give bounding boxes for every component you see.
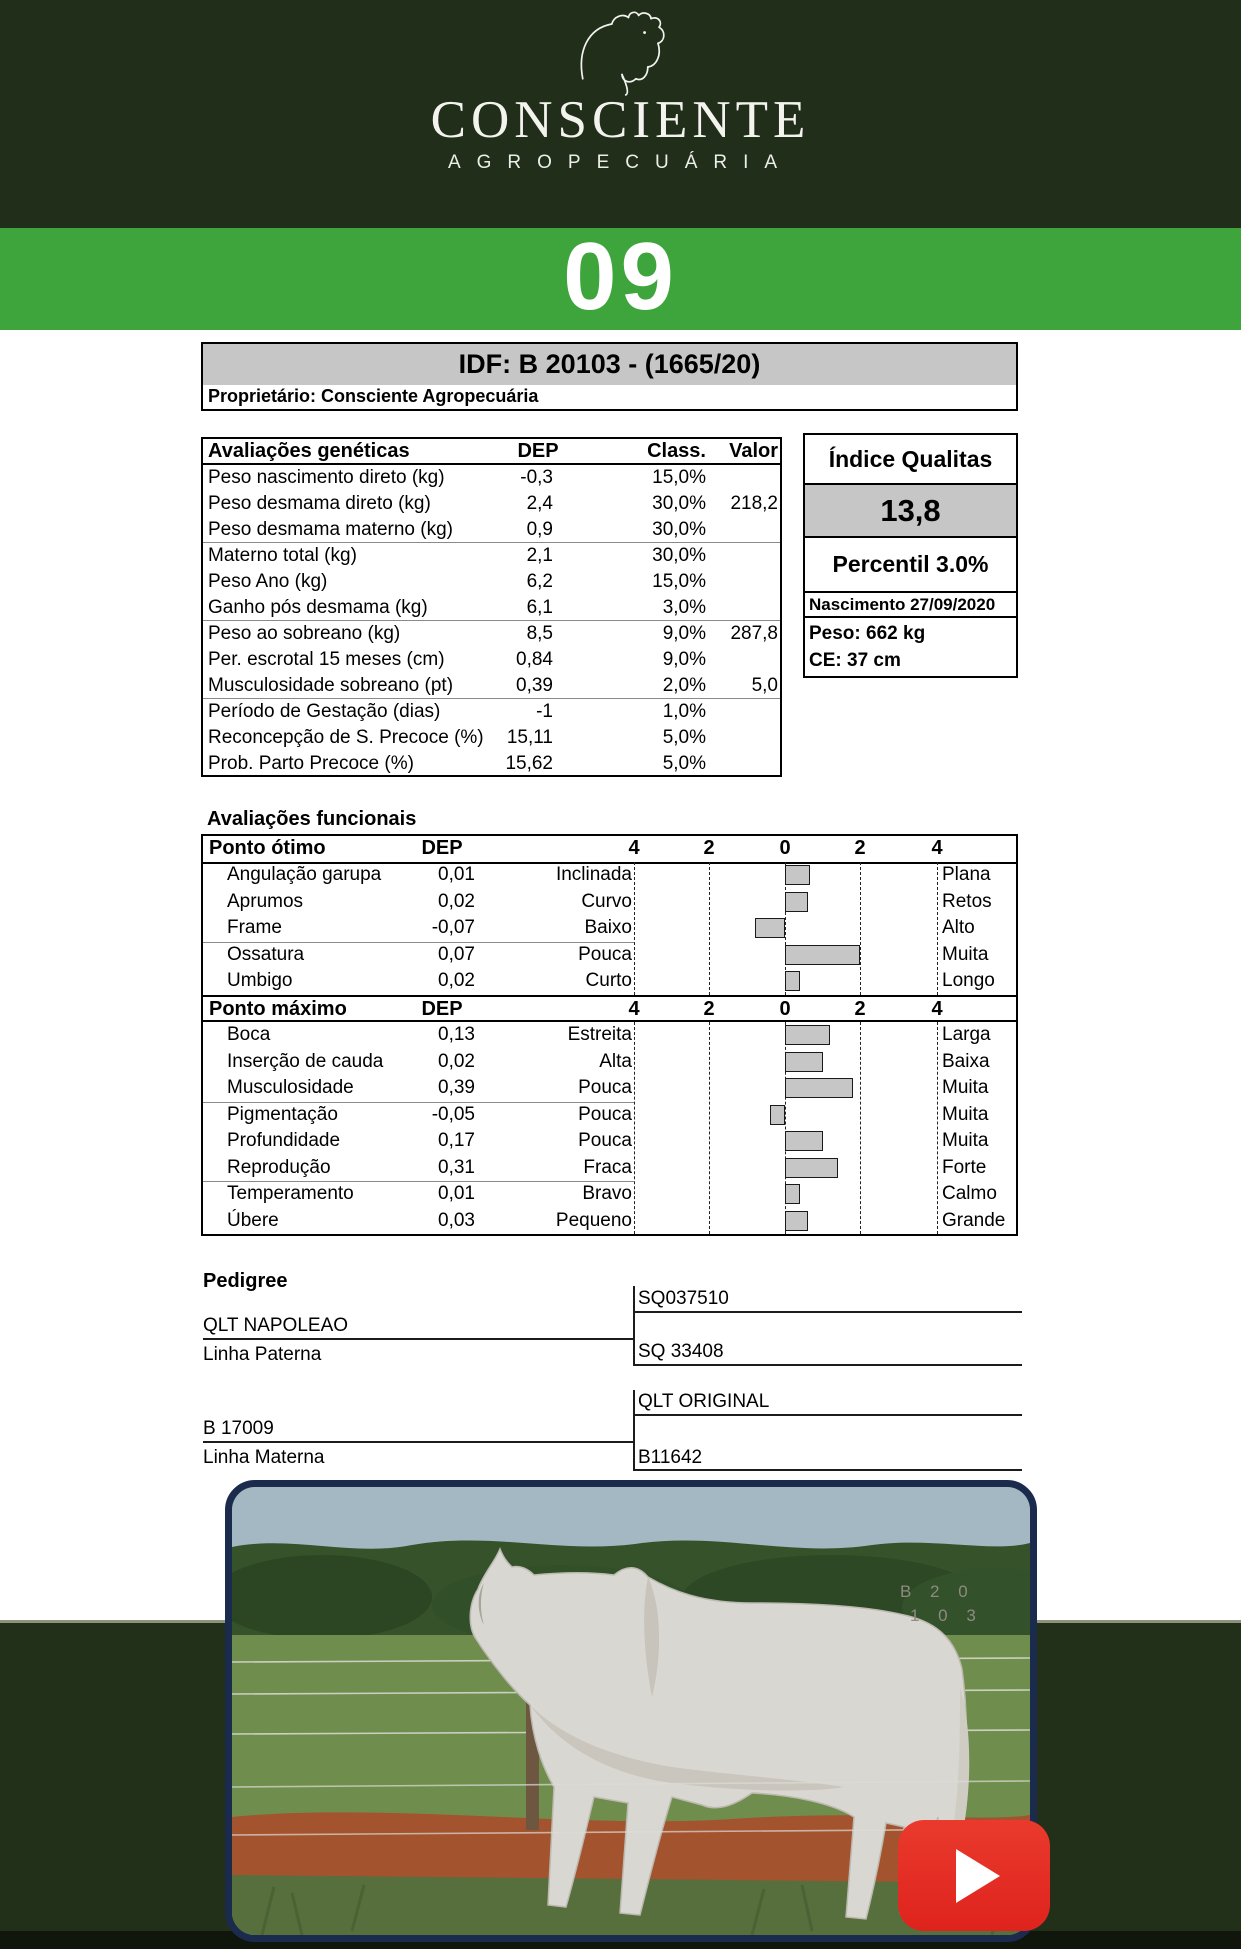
chart-bar xyxy=(785,1184,800,1204)
ponto-maximo-header: Ponto máximo DEP 4 2 0 2 4 xyxy=(203,995,1016,1022)
axis-tick: 4 xyxy=(931,998,943,1020)
table-row: Peso nascimento direto (kg) -0,3 15,0% xyxy=(208,467,706,488)
chart-row: Profundidade 0,17 Pouca Muita xyxy=(227,1130,989,1151)
pedigree-maternal-sire: QLT ORIGINAL xyxy=(638,1391,770,1412)
table-row: Período de Gestação (dias) -1 1,0% xyxy=(208,701,706,722)
ponto-maximo-chart-zone xyxy=(203,1022,1016,1234)
qualitas-value: 13,8 xyxy=(803,483,1018,538)
table-row: Peso desmama direto (kg) 2,4 30,0% 218,2 xyxy=(208,493,778,514)
pedigree-connector xyxy=(633,1286,635,1366)
youtube-play-button[interactable] xyxy=(898,1820,1050,1931)
birth-date: Nascimento 27/09/2020 xyxy=(803,591,1018,618)
chart-row: Musculosidade 0,39 Pouca Muita xyxy=(227,1077,989,1098)
axis-tick: 2 xyxy=(854,837,866,859)
pedigree-paternal-dam: SQ 33408 xyxy=(638,1341,724,1362)
chart-row: Reprodução 0,31 Fraca Forte xyxy=(227,1156,987,1178)
functional-title: Avaliações funcionais xyxy=(207,808,417,830)
pedigree-line xyxy=(633,1311,1022,1313)
brand-header xyxy=(0,0,1241,228)
chart-row: Pigmentação -0,05 Pouca Muita xyxy=(227,1103,989,1125)
qualitas-title: Índice Qualitas xyxy=(803,433,1018,485)
chart-bar xyxy=(785,892,808,912)
weight-value: Peso: 662 kg xyxy=(809,623,926,644)
axis-tick: 0 xyxy=(779,998,791,1020)
ce-value: CE: 37 cm xyxy=(809,650,901,671)
chart-row: Inserção de cauda 0,02 Alta Baixa xyxy=(227,1050,990,1072)
chart-bar xyxy=(785,971,800,991)
genetics-col-class: Class. xyxy=(647,440,706,462)
chart-bar xyxy=(755,918,785,938)
table-row: Ganho pós desmama (kg) 6,1 3,0% xyxy=(203,595,780,621)
cattle-brand-line2: 1 0 3 xyxy=(910,1606,983,1625)
table-row: Per. escrotal 15 meses (cm) 0,84 9,0% xyxy=(208,649,706,670)
axis-tick: 0 xyxy=(779,837,791,859)
axis-tick: 2 xyxy=(854,998,866,1020)
chart-row: Úbere 0,03 Pequeno Grande xyxy=(227,1209,1006,1231)
chart-row: Aprumos 0,02 Curvo Retos xyxy=(227,890,992,912)
pedigree-title: Pedigree xyxy=(203,1270,288,1292)
chart-bar xyxy=(770,1105,785,1125)
chart-row: Angulação garupa 0,01 Inclinada Plana xyxy=(227,864,991,885)
table-row: Reconcepção de S. Precoce (%) 15,11 5,0% xyxy=(208,727,706,748)
genetics-col-dep: DEP xyxy=(517,440,559,462)
chart-bar xyxy=(785,865,810,885)
owner-bar: Proprietário: Consciente Agropecuária xyxy=(201,385,1018,411)
chart-bar xyxy=(785,1078,853,1098)
chart-bar xyxy=(785,1211,808,1231)
chart-bar xyxy=(785,1131,823,1151)
chart-bar xyxy=(785,1158,838,1178)
pedigree-paternal-label: Linha Paterna xyxy=(203,1344,322,1365)
genetic-evaluations-table xyxy=(201,437,782,777)
pedigree-paternal-name: QLT NAPOLEAO xyxy=(203,1315,349,1336)
pedigree-line xyxy=(203,1338,633,1340)
chart-row: Temperamento 0,01 Bravo Calmo xyxy=(227,1183,997,1204)
genetics-title: Avaliações genéticas xyxy=(208,440,410,462)
qualitas-percentile: Percentil 3.0% xyxy=(803,536,1018,593)
cattle-brand-line1: B 2 0 xyxy=(900,1582,975,1601)
brand-subtitle: AGROPECUÁRIA xyxy=(447,152,794,173)
axis-tick: 2 xyxy=(703,837,715,859)
chart-row: Umbigo 0,02 Curto Longo xyxy=(227,970,995,992)
youtube-play-icon xyxy=(956,1849,1000,1903)
chart-bar xyxy=(785,1025,830,1045)
chart-row: Boca 0,13 Estreita Larga xyxy=(227,1024,991,1045)
pedigree-line xyxy=(633,1364,1022,1366)
brand-name: CONSCIENTE xyxy=(430,91,811,149)
lot-number: 09 xyxy=(563,223,678,330)
chart-row: Frame -0,07 Baixo Alto xyxy=(227,917,975,939)
table-row: Materno total (kg) 2,1 30,0% xyxy=(208,545,706,566)
pedigree-maternal-name: B 17009 xyxy=(203,1418,274,1439)
table-row: Peso ao sobreano (kg) 8,5 9,0% 287,8 xyxy=(208,623,778,644)
pedigree-line xyxy=(633,1469,1022,1471)
axis-tick: 2 xyxy=(703,998,715,1020)
ponto-otimo-header: Ponto ótimo DEP 4 2 0 2 4 xyxy=(203,836,1016,864)
table-row: Peso Ano (kg) 6,2 15,0% xyxy=(208,571,706,592)
genetics-header-row xyxy=(203,439,780,465)
table-row: Peso desmama materno (kg) 0,9 30,0% xyxy=(203,517,780,543)
pedigree-connector xyxy=(633,1390,635,1470)
chart-bar xyxy=(785,945,860,965)
weight-ce-box xyxy=(803,616,1018,678)
pedigree-line xyxy=(633,1414,1022,1416)
pedigree-paternal-sire: SQ037510 xyxy=(638,1288,729,1309)
table-row: Musculosidade sobreano (pt) 0,39 2,0% 5,0 xyxy=(203,673,780,699)
functional-chart xyxy=(201,834,1018,1236)
ponto-otimo-chart-zone xyxy=(203,862,1016,995)
axis-tick: 4 xyxy=(628,837,640,859)
axis-tick: 4 xyxy=(931,837,943,859)
pedigree-line xyxy=(203,1441,633,1443)
pedigree-maternal-dam: B11642 xyxy=(638,1447,703,1468)
idf-title-bar: IDF: B 20103 - (1665/20) xyxy=(201,342,1018,387)
table-row: Prob. Parto Precoce (%) 15,62 5,0% xyxy=(208,753,706,774)
axis-tick: 4 xyxy=(628,998,640,1020)
bull-outline-icon xyxy=(543,10,701,96)
pedigree-maternal-label: Linha Materna xyxy=(203,1447,325,1468)
chart-row: Ossatura 0,07 Pouca Muita xyxy=(227,943,989,965)
genetics-col-valor: Valor xyxy=(729,440,778,462)
chart-bar xyxy=(785,1052,823,1072)
